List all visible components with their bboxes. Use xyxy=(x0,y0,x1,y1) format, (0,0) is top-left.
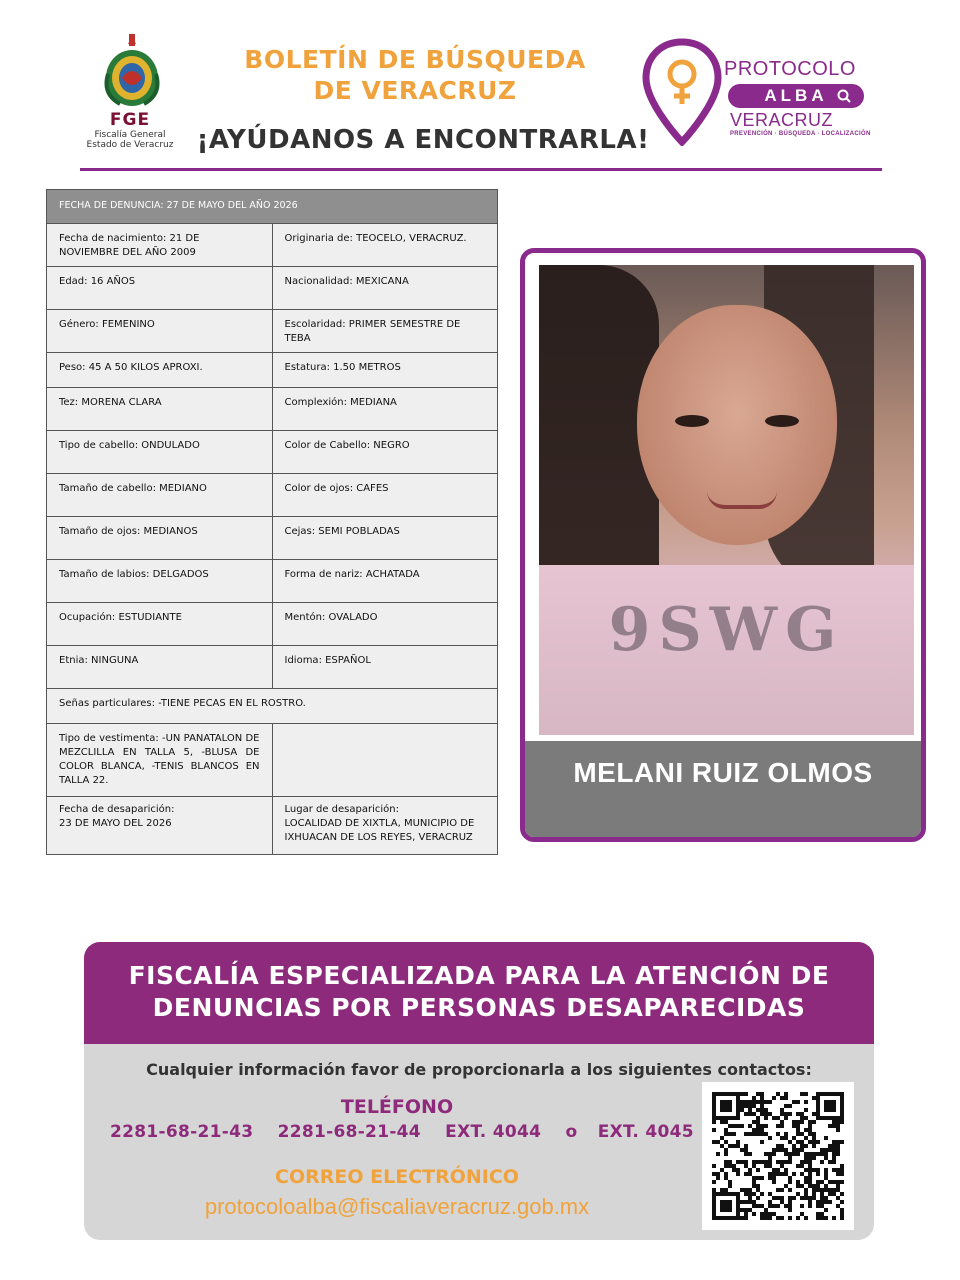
table-row xyxy=(47,646,498,689)
field-originaria: Originaria de: TEOCELO, VERACRUZ. xyxy=(272,224,498,267)
table-row xyxy=(47,724,498,797)
photo-mouth xyxy=(707,491,777,509)
photo-shirt-print: 9SWG xyxy=(608,595,845,665)
email-address[interactable]: protocoloalba@fiscaliaveracruz.gob.mx xyxy=(204,1194,590,1219)
photo-eye-right xyxy=(765,415,799,427)
table-row xyxy=(47,603,498,646)
field-desaparicion-fecha-cell xyxy=(47,797,273,855)
field-tez: Tez: MORENA CLARA xyxy=(47,388,273,431)
fge-logo-text xyxy=(80,110,180,150)
agency-title-line1: FISCALÍA ESPECIALIZADA PARA LA ATENCIÓN DE xyxy=(128,961,830,990)
qr-code[interactable] xyxy=(702,1082,854,1230)
search-icon xyxy=(832,88,858,104)
field-nacionalidad: Nacionalidad: MEXICANA xyxy=(272,267,498,310)
field-senas: Señas particulares: -TIENE PECAS EN EL ROSTRO. xyxy=(47,689,498,724)
photo-eye-left xyxy=(675,415,709,427)
phone-number-1[interactable]: 2281-68-21-43 xyxy=(110,1122,254,1142)
field-edad: Edad: 16 AÑOS xyxy=(47,267,273,310)
table-row xyxy=(47,353,498,388)
field-labios: Tamaño de labios: DELGADOS xyxy=(47,560,273,603)
field-cejas: Cejas: SEMI POBLADAS xyxy=(272,517,498,560)
email-label: CORREO ELECTRÓNICO xyxy=(275,1166,519,1188)
field-peso: Peso: 45 A 50 KILOS APROXI. xyxy=(47,353,273,388)
table-row xyxy=(47,190,498,224)
location-pin-female-icon xyxy=(642,38,722,146)
table-row xyxy=(47,689,498,724)
table-row xyxy=(47,310,498,353)
table-row xyxy=(47,431,498,474)
field-ocupacion: Ocupación: ESTUDIANTE xyxy=(47,603,273,646)
fge-name-line2: Estado de Veracruz xyxy=(86,140,174,150)
field-color-ojos: Color de ojos: CAFES xyxy=(272,474,498,517)
phone-ext-separator: o xyxy=(565,1122,578,1142)
agency-title xyxy=(84,960,874,1024)
bulletin-title xyxy=(220,44,610,106)
protocol-alba-bottom: VERACRUZ xyxy=(730,110,834,130)
field-nariz: Forma de nariz: ACHATADA xyxy=(272,560,498,603)
phone-ext-2: EXT. 4045 xyxy=(597,1122,694,1142)
field-complexion: Complexión: MEDIANA xyxy=(272,388,498,431)
field-tamano-ojos: Tamaño de ojos: MEDIANOS xyxy=(47,517,273,560)
field-estatura: Estatura: 1.50 METROS xyxy=(272,353,498,388)
missing-person-name: MELANI RUIZ OLMOS xyxy=(573,757,873,788)
missing-person-photo xyxy=(539,265,914,735)
protocol-alba-label: ALBA xyxy=(764,86,828,105)
table-row xyxy=(47,388,498,431)
field-desaparicion-lugar-label: Lugar de desaparición: xyxy=(284,804,399,815)
field-vestimenta: Tipo de vestimenta: -UN PANATALON DE MEZCLILLA EN TALLA 5, -BLUSA DE COLOR BLANCA, -TENIS BLANCOS EN TALLA 22. xyxy=(47,724,273,797)
header-divider xyxy=(80,168,882,171)
bulletin-title-line1: BOLETÍN DE BÚSQUEDA xyxy=(244,45,586,74)
photo-face xyxy=(637,305,837,545)
phone-ext-1: EXT. 4044 xyxy=(445,1122,542,1142)
bulletin-subtitle: ¡AYÚDANOS A ENCONTRARLA! xyxy=(196,125,650,155)
field-tamano-cabello: Tamaño de cabello: MEDIANO xyxy=(47,474,273,517)
contact-panel xyxy=(84,942,874,1240)
field-genero: Género: FEMENINO xyxy=(47,310,273,353)
table-row xyxy=(47,797,498,855)
contact-note: Cualquier información favor de proporcionarla a los siguientes contactos: xyxy=(146,1060,812,1079)
protocol-alba-top: PROTOCOLO xyxy=(724,58,856,80)
photo-card xyxy=(520,248,926,842)
personal-data-table xyxy=(46,189,498,855)
agency-title-line2: DENUNCIAS POR PERSONAS DESAPARECIDAS xyxy=(152,993,806,1022)
protocol-alba-tagline: PREVENCIÓN · BÚSQUEDA · LOCALIZACIÓN xyxy=(730,131,871,137)
field-escolaridad: Escolaridad: PRIMER SEMESTRE DE TEBA xyxy=(272,310,498,353)
field-color-cabello: Color de Cabello: NEGRO xyxy=(272,431,498,474)
field-desaparicion-fecha-label: Fecha de desaparición: xyxy=(59,804,175,815)
table-row xyxy=(47,224,498,267)
name-bar xyxy=(525,741,921,837)
report-date: FECHA DE DENUNCIA: 27 DE MAYO DEL AÑO 2026 xyxy=(47,190,498,224)
phone-number-2[interactable]: 2281-68-21-44 xyxy=(277,1122,421,1142)
field-etnia: Etnia: NINGUNA xyxy=(47,646,273,689)
field-menton: Mentón: OVALADO xyxy=(272,603,498,646)
field-tipo-cabello: Tipo de cabello: ONDULADO xyxy=(47,431,273,474)
table-row xyxy=(47,267,498,310)
table-row xyxy=(47,474,498,517)
phone-numbers xyxy=(110,1122,712,1142)
field-nacimiento: Fecha de nacimiento: 21 DE NOVIEMBRE DEL AÑO 2009 xyxy=(47,224,273,267)
table-row xyxy=(47,560,498,603)
field-desaparicion-fecha: 23 DE MAYO DEL 2026 xyxy=(59,818,172,829)
field-idioma: Idioma: ESPAÑOL xyxy=(272,646,498,689)
qr-code-graphic xyxy=(712,1092,844,1220)
fge-abbr: FGE xyxy=(109,110,151,130)
veracruz-seal-logo xyxy=(100,34,164,108)
empty-cell xyxy=(272,724,498,797)
phone-label: TELÉFONO xyxy=(340,1096,454,1118)
field-desaparicion-lugar: LOCALIDAD DE XIXTLA, MUNICIPIO DE IXHUACAN DE LOS REYES, VERACRUZ xyxy=(284,818,475,843)
table-row xyxy=(47,517,498,560)
fge-name-line1: Fiscalía General xyxy=(94,130,166,140)
field-desaparicion-lugar-cell xyxy=(272,797,498,855)
bulletin-title-line2: DE VERACRUZ xyxy=(313,76,517,105)
